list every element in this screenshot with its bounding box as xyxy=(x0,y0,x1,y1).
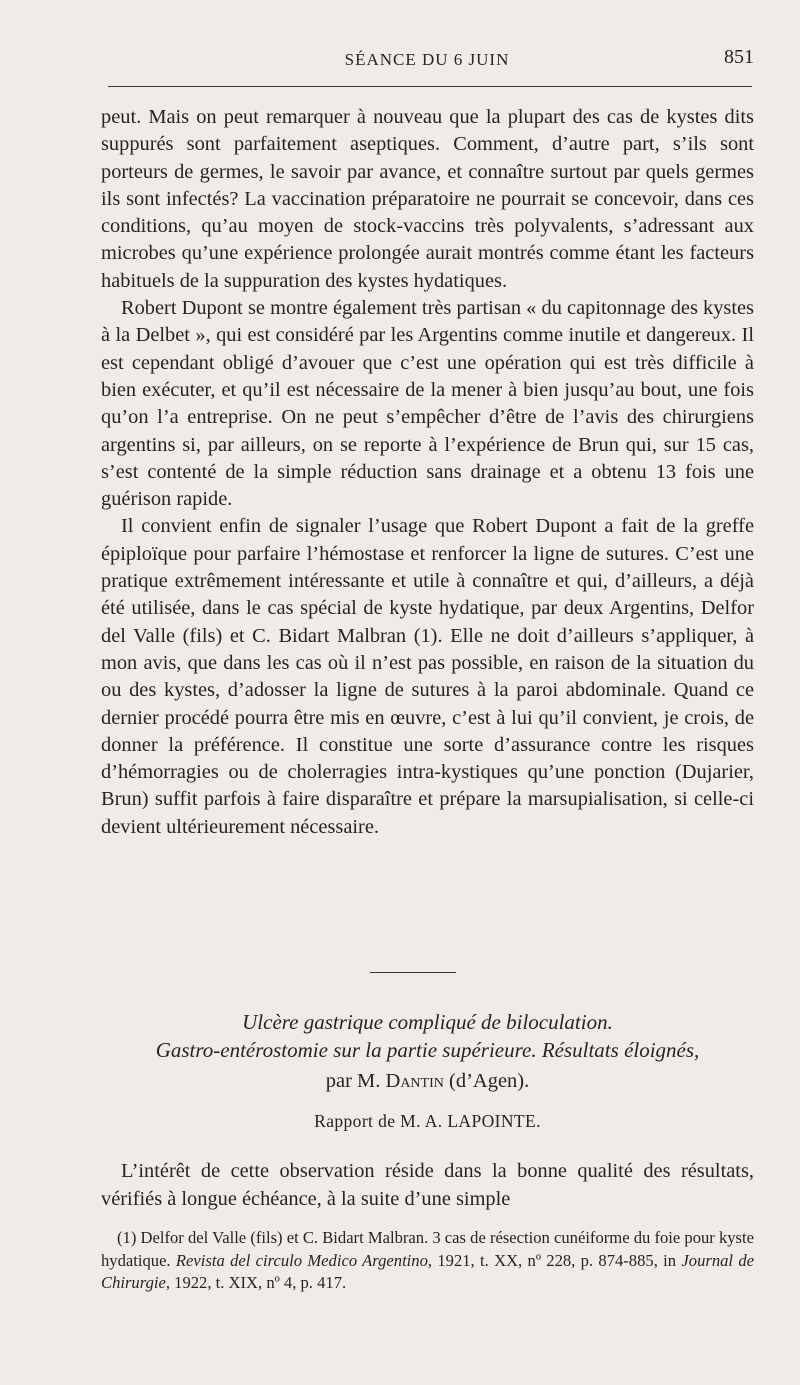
article-title-line: Ulcère gastrique compliqué de biloculation. xyxy=(242,1010,613,1034)
author-name: Dantin xyxy=(385,1070,444,1092)
footnote-text: , 1922, t. XIX, nº 4, p. 417. xyxy=(165,1273,347,1292)
section-rule xyxy=(370,972,456,973)
page-header xyxy=(100,44,754,74)
footnote-text: (1) Delfor del Valle (fils) et C. Bidart Malbran. 3 cas de résection cunéiforme du foie pour kyste hydatique. xyxy=(101,1228,754,1270)
footnote xyxy=(101,1227,754,1295)
author-suffix: (d’Agen). xyxy=(443,1070,530,1092)
page-number: 851 xyxy=(724,46,754,68)
report-line: Rapport de M. A. LAPOINTE. xyxy=(314,1111,541,1131)
paragraph: peut. Mais on peut remarquer à nouveau que la plupart des cas de kystes dits suppurés sont parfaitement aseptiques. Comment, d’autre part, s’ils sont porteurs de germes, le savoir par avance, et connaître surtout par quels germes ils sont infectés? La vaccination préparatoire ne pourrait se concevoir, dans ces conditions, qu’au moyen de stock-vaccins très polyvalents, s’adressant aux microbes qu’une expérience prolongée aurait montrés comme étant les facteurs habituels de la suppuration des kystes hydatiques. xyxy=(101,106,754,292)
header-rule xyxy=(108,86,752,87)
article-intro xyxy=(101,1158,754,1213)
paragraph: Il convient enfin de signaler l’usage que Robert Dupont a fait de la greffe épiploïque pour parfaire l’hémostase et renforcer la ligne de sutures. C’est une pratique extrêmement intéressante et utile à connaître et qui, d’ailleurs, a déjà été utilisée, dans le cas spécial de kyste hydatique, par deux Argentins, Delfor del Valle (fils) et C. Bidart Malbran (1). Elle ne doit d’ailleurs s’appliquer, à mon avis, que dans les cas où il n’est pas possible, en raison de la situation du ou des kystes, d’adosser la ligne de sutures à la paroi abdominale. Quand ce dernier procédé pourra être mis en œuvre, c’est à lui qu’il convient, je crois, de donner la préférence. Il constitue une sorte d’assurance contre les risques d’hémorragies ou de cholerragies intra-kystiques qu’une ponction (Dujarier, Brun) suffit parfois à faire disparaître et prépare la marsupialisation, si celle-ci devient ultérieurement nécessaire. xyxy=(101,515,754,838)
paragraph: Robert Dupont se montre également très partisan « du capitonnage des kystes à la Delbet », qui est considéré par les Argentins comme inutile et dangereux. Il est cependant obligé d’avouer que c’est une opération qui est très difficile à bien exécuter, et qu’il est nécessaire de la mener à bien jusqu’au bout, une fois qu’on l’a entreprise. On ne peut s’empêcher d’être de l’avis des chirurgiens argentins si, par ailleurs, on se reporte à l’expérience de Brun qui, sur 15 cas, s’est contenté de la simple réduction sans drainage et a obtenu 13 fois une guérison rapide. xyxy=(101,297,754,511)
paragraph: L’intérêt de cette observation réside dans la bonne qualité des résultats, vérifiés à longue échéance, à la suite d’une simple xyxy=(101,1160,754,1210)
article-title xyxy=(101,1008,754,1064)
footnote-journal: Journal de Chirurgie xyxy=(101,1250,755,1292)
author-prefix: par M. xyxy=(325,1070,386,1092)
article-title-line: Gastro-entérostomie sur la partie supérieure. Résultats éloignés, xyxy=(155,1038,700,1062)
footnote-journal: Revista del circulo Medico Argentino xyxy=(175,1250,428,1270)
footnote-text: , 1921, t. XX, nº 228, p. 874-885, in xyxy=(427,1250,682,1270)
author-line xyxy=(101,1070,754,1093)
running-title: SÉANCE DU 6 JUIN xyxy=(344,50,510,69)
body-text xyxy=(101,104,754,841)
